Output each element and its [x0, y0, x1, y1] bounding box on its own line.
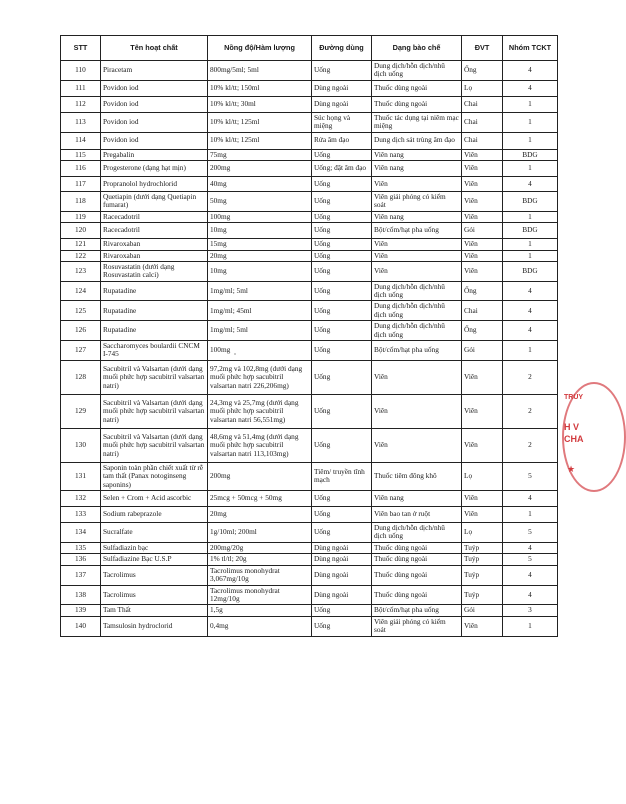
cell-unit: Gói [462, 341, 503, 361]
cell-unit: Chai [462, 96, 503, 112]
cell-form: Thuốc dùng ngoài [372, 96, 462, 112]
table-row [61, 239, 558, 250]
header-strength: Nồng độ/Hàm lượng [208, 36, 312, 61]
cell-form: Thuốc dùng ngoài [372, 542, 462, 553]
cell-strength: 40mg [208, 176, 312, 191]
cell-stt: 131 [61, 462, 101, 490]
cell-route: Uống [312, 149, 372, 160]
cell-name: Tacrolimus [101, 585, 208, 605]
cell-group: 4 [503, 176, 558, 191]
cell-unit: Viên [462, 490, 503, 506]
cell-unit: Viên [462, 428, 503, 462]
cell-strength: 10% kl/tt; 125ml [208, 132, 312, 149]
cell-route: Uống [312, 522, 372, 542]
cell-strength: 1mg/ml; 5ml [208, 321, 312, 341]
cell-form: Dung dịch/hỗn dịch/nhũ dịch uống [372, 321, 462, 341]
cell-stt: 118 [61, 191, 101, 211]
table-row [61, 554, 558, 565]
cell-group: 1 [503, 616, 558, 636]
cell-stt: 112 [61, 96, 101, 112]
cell-route: Rửa âm đạo [312, 132, 372, 149]
stamp-star-icon: ★ [567, 464, 576, 474]
cell-strength: 48,6mg và 51,4mg (dưới dạng muối phức hợp sacubitril valsartan natri 113,103mg) [208, 428, 312, 462]
cell-strength: 200mg/20g [208, 542, 312, 553]
cell-route: Uống [312, 321, 372, 341]
cell-unit: Viên [462, 211, 503, 222]
cell-route: Uống [312, 360, 372, 394]
cell-strength: 20mg [208, 506, 312, 522]
cell-unit: Tuýp [462, 585, 503, 605]
cell-group: 4 [503, 542, 558, 553]
cell-route: Uống [312, 250, 372, 261]
cell-strength: 1mg/ml; 5ml [208, 281, 312, 301]
cell-group: 2 [503, 360, 558, 394]
cell-route: Dùng ngoài [312, 80, 372, 96]
cell-route: Dùng ngoài [312, 542, 372, 553]
table-row [61, 250, 558, 261]
cell-stt: 111 [61, 80, 101, 96]
cell-form: Bột/cốm/hạt pha uống [372, 341, 462, 361]
table-row [61, 605, 558, 616]
cell-unit: Viên [462, 506, 503, 522]
cell-strength: 200mg [208, 160, 312, 176]
cell-group: 2 [503, 428, 558, 462]
cell-strength: 1,5g [208, 605, 312, 616]
table-row [61, 394, 558, 428]
cell-stt: 125 [61, 301, 101, 321]
cell-form: Thuốc dùng ngoài [372, 565, 462, 585]
table-row [61, 176, 558, 191]
cell-form: Dung dịch sát trùng âm đạo [372, 132, 462, 149]
red-seal-stamp [558, 382, 588, 492]
cell-stt: 140 [61, 616, 101, 636]
cell-stt: 119 [61, 211, 101, 222]
cell-name: Saponin toàn phần chiết xuất từ rễ tam thất (Panax notoginseng saponins) [101, 462, 208, 490]
cell-form: Viên nang [372, 160, 462, 176]
cell-route: Uống; đặt âm đạo [312, 160, 372, 176]
cell-route: Dùng ngoài [312, 96, 372, 112]
cell-route: Dùng ngoài [312, 554, 372, 565]
cell-stt: 127 [61, 341, 101, 361]
cell-name: Povidon iod [101, 112, 208, 132]
cell-route: Uống [312, 341, 372, 361]
cell-group: 5 [503, 462, 558, 490]
cell-group: BDG [503, 223, 558, 239]
cell-name: Rosuvastatin (dưới dạng Rosuvastatin calci) [101, 261, 208, 281]
cell-form: Viên [372, 176, 462, 191]
table-row [61, 321, 558, 341]
cell-form: Thuốc dùng ngoài [372, 80, 462, 96]
table-header [61, 36, 558, 61]
cell-unit: Viên [462, 160, 503, 176]
cell-name: Sulfadiazine Bạc U.S.P [101, 554, 208, 565]
cell-stt: 126 [61, 321, 101, 341]
cell-group: 4 [503, 490, 558, 506]
cell-strength: 20mg [208, 250, 312, 261]
cell-stt: 121 [61, 239, 101, 250]
cell-stt: 113 [61, 112, 101, 132]
cell-route: Uống [312, 605, 372, 616]
table-row [61, 565, 558, 585]
cell-unit: Viên [462, 239, 503, 250]
cell-stt: 123 [61, 261, 101, 281]
drug-list-table [60, 35, 558, 637]
cell-unit: Tuýp [462, 554, 503, 565]
cell-name: Tamsulosin hydroclorid [101, 616, 208, 636]
cell-name: Sodium rabeprazole [101, 506, 208, 522]
cell-unit: Viên [462, 176, 503, 191]
cell-name: Sacubitril và Valsartan (dưới dạng muối phức hợp sacubitril valsartan natri) [101, 360, 208, 394]
cell-route: Súc họng và miệng [312, 112, 372, 132]
cell-route: Tiêm/ truyền tĩnh mạch [312, 462, 372, 490]
table-row [61, 149, 558, 160]
cell-unit: Viên [462, 149, 503, 160]
cell-route: Uống [312, 490, 372, 506]
cell-form: Dung dịch/hỗn dịch/nhũ dịch uống [372, 281, 462, 301]
cell-name: Rupatadine [101, 321, 208, 341]
stamp-text-3: CHA [564, 434, 584, 444]
cell-group: 4 [503, 565, 558, 585]
cell-form: Thuốc dùng ngoài [372, 585, 462, 605]
cell-unit: Viên [462, 394, 503, 428]
cell-form: Viên giải phóng có kiểm soát [372, 616, 462, 636]
cell-stt: 137 [61, 565, 101, 585]
cell-group: 1 [503, 250, 558, 261]
cell-name: Tacrolimus [101, 565, 208, 585]
scan-speck [234, 353, 236, 355]
table-row [61, 261, 558, 281]
cell-route: Uống [312, 239, 372, 250]
cell-strength: 97,2mg và 102,8mg (dưới dạng muối phức hợp sacubitril valsartan natri 226,206mg) [208, 360, 312, 394]
cell-form: Viên bao tan ở ruột [372, 506, 462, 522]
cell-route: Uống [312, 176, 372, 191]
cell-form: Thuốc tiêm đông khô [372, 462, 462, 490]
cell-name: Pregabalin [101, 149, 208, 160]
cell-route: Uống [312, 61, 372, 81]
cell-form: Viên [372, 360, 462, 394]
table-row [61, 301, 558, 321]
cell-name: Racecadotril [101, 223, 208, 239]
header-row [61, 36, 558, 61]
table-row [61, 360, 558, 394]
header-route: Đường dùng [312, 36, 372, 61]
cell-stt: 139 [61, 605, 101, 616]
table-row [61, 542, 558, 553]
table-row [61, 341, 558, 361]
table-row [61, 223, 558, 239]
cell-name: Sacubitril và Valsartan (dưới dạng muối phức hợp sacubitril valsartan natri) [101, 394, 208, 428]
table-row [61, 462, 558, 490]
cell-name: Propranolol hydrochlorid [101, 176, 208, 191]
cell-name: Saccharomyces boulardii CNCM I-745 [101, 341, 208, 361]
cell-name: Rivaroxaban [101, 239, 208, 250]
cell-unit: Ống [462, 321, 503, 341]
cell-route: Uống [312, 394, 372, 428]
cell-strength: Tacrolimus monohydrat 12mg/10g [208, 585, 312, 605]
cell-name: Piracetam [101, 61, 208, 81]
cell-unit: Viên [462, 261, 503, 281]
cell-stt: 115 [61, 149, 101, 160]
cell-stt: 128 [61, 360, 101, 394]
cell-unit: Chai [462, 301, 503, 321]
cell-unit: Tuýp [462, 542, 503, 553]
cell-group: BDG [503, 149, 558, 160]
table-row [61, 522, 558, 542]
cell-strength: 0,4mg [208, 616, 312, 636]
cell-name: Quetiapin (dưới dạng Quetiapin fumarat) [101, 191, 208, 211]
cell-form: Viên giải phóng có kiểm soát [372, 191, 462, 211]
cell-stt: 134 [61, 522, 101, 542]
table-row [61, 61, 558, 81]
table-row [61, 96, 558, 112]
cell-unit: Lọ [462, 80, 503, 96]
cell-stt: 136 [61, 554, 101, 565]
cell-route: Uống [312, 616, 372, 636]
cell-stt: 114 [61, 132, 101, 149]
table-row [61, 191, 558, 211]
cell-group: 4 [503, 301, 558, 321]
table-body [61, 61, 558, 637]
cell-group: 3 [503, 605, 558, 616]
cell-strength: Tacrolimus monohydrat 3,067mg/10g [208, 565, 312, 585]
cell-strength: 100mg [208, 341, 312, 361]
cell-group: 5 [503, 522, 558, 542]
cell-form: Viên [372, 250, 462, 261]
cell-form: Viên nang [372, 211, 462, 222]
cell-strength: 10% kl/tt; 30ml [208, 96, 312, 112]
table-row [61, 160, 558, 176]
table-row [61, 281, 558, 301]
cell-name: Racecadotril [101, 211, 208, 222]
cell-group: 1 [503, 160, 558, 176]
cell-unit: Gói [462, 223, 503, 239]
cell-group: 1 [503, 112, 558, 132]
cell-group: 2 [503, 394, 558, 428]
cell-stt: 117 [61, 176, 101, 191]
cell-strength: 24,3mg và 25,7mg (dưới dạng muối phức hợp sacubitril valsartan natri 56,551mg) [208, 394, 312, 428]
cell-name: Povidon iod [101, 80, 208, 96]
cell-name: Progesterone (dạng hạt mịn) [101, 160, 208, 176]
cell-route: Uống [312, 211, 372, 222]
table-row [61, 211, 558, 222]
cell-strength: 10% kl/tt; 125ml [208, 112, 312, 132]
cell-stt: 129 [61, 394, 101, 428]
cell-stt: 135 [61, 542, 101, 553]
cell-stt: 130 [61, 428, 101, 462]
cell-group: BDG [503, 191, 558, 211]
cell-group: 1 [503, 132, 558, 149]
cell-form: Thuốc dùng ngoài [372, 554, 462, 565]
cell-stt: 124 [61, 281, 101, 301]
header-stt: STT [61, 36, 101, 61]
cell-name: Povidon iod [101, 132, 208, 149]
cell-form: Dung dịch/hỗn dịch/nhũ dịch uống [372, 301, 462, 321]
cell-strength: 800mg/5ml; 5ml [208, 61, 312, 81]
cell-unit: Lọ [462, 462, 503, 490]
cell-group: 4 [503, 61, 558, 81]
cell-form: Viên nang [372, 490, 462, 506]
cell-route: Uống [312, 261, 372, 281]
cell-stt: 132 [61, 490, 101, 506]
cell-stt: 120 [61, 223, 101, 239]
cell-group: BDG [503, 261, 558, 281]
cell-form: Viên nang [372, 149, 462, 160]
cell-name: Rupatadine [101, 281, 208, 301]
cell-unit: Chai [462, 132, 503, 149]
table-row [61, 132, 558, 149]
cell-group: 4 [503, 80, 558, 96]
cell-name: Sucralfate [101, 522, 208, 542]
cell-unit: Viên [462, 191, 503, 211]
cell-stt: 116 [61, 160, 101, 176]
cell-form: Bột/cốm/hạt pha uống [372, 605, 462, 616]
cell-route: Uống [312, 301, 372, 321]
cell-unit: Tuýp [462, 565, 503, 585]
header-form: Dạng bào chế [372, 36, 462, 61]
table-row [61, 112, 558, 132]
header-name: Tên hoạt chất [101, 36, 208, 61]
cell-form: Dung dịch/hỗn dịch/nhũ dịch uống [372, 522, 462, 542]
cell-route: Dùng ngoài [312, 565, 372, 585]
cell-strength: 25mcg + 50mcg + 50mg [208, 490, 312, 506]
cell-group: 4 [503, 281, 558, 301]
header-unit: ĐVT [462, 36, 503, 61]
cell-unit: Chai [462, 112, 503, 132]
cell-name: Selen + Crom + Acid ascorbic [101, 490, 208, 506]
cell-route: Uống [312, 428, 372, 462]
cell-group: 1 [503, 239, 558, 250]
cell-form: Viên [372, 428, 462, 462]
cell-group: 4 [503, 321, 558, 341]
cell-form: Dung dịch/hỗn dịch/nhũ dịch uống [372, 61, 462, 81]
table-row [61, 428, 558, 462]
cell-unit: Ống [462, 281, 503, 301]
cell-unit: Viên [462, 616, 503, 636]
cell-strength: 15mg [208, 239, 312, 250]
cell-group: 4 [503, 585, 558, 605]
cell-stt: 110 [61, 61, 101, 81]
cell-strength: 1mg/ml; 45ml [208, 301, 312, 321]
cell-name: Sulfadiazin bạc [101, 542, 208, 553]
cell-strength: 50mg [208, 191, 312, 211]
table-row [61, 490, 558, 506]
cell-name: Sacubitril và Valsartan (dưới dạng muối phức hợp sacubitril valsartan natri) [101, 428, 208, 462]
cell-strength: 75mg [208, 149, 312, 160]
cell-route: Uống [312, 506, 372, 522]
table-row [61, 80, 558, 96]
cell-route: Dùng ngoài [312, 585, 372, 605]
cell-group: 1 [503, 341, 558, 361]
cell-form: Viên [372, 261, 462, 281]
cell-strength: 200mg [208, 462, 312, 490]
table-row [61, 585, 558, 605]
cell-unit: Viên [462, 250, 503, 261]
cell-strength: 100mg [208, 211, 312, 222]
cell-strength: 1g/10ml; 200ml [208, 522, 312, 542]
stamp-text-1: TRUY [564, 394, 584, 401]
cell-unit: Ống [462, 61, 503, 81]
cell-stt: 133 [61, 506, 101, 522]
cell-name: Rupatadine [101, 301, 208, 321]
cell-unit: Viên [462, 360, 503, 394]
cell-name: Rivaroxaban [101, 250, 208, 261]
cell-stt: 138 [61, 585, 101, 605]
cell-name: Povidon iod [101, 96, 208, 112]
stamp-text-2: H V [564, 422, 580, 432]
cell-form: Bột/cốm/hạt pha uống [372, 223, 462, 239]
table-row [61, 506, 558, 522]
cell-group: 1 [503, 506, 558, 522]
cell-form: Thuốc tác dụng tại niêm mạc miệng [372, 112, 462, 132]
cell-route: Uống [312, 223, 372, 239]
cell-group: 1 [503, 96, 558, 112]
cell-group: 5 [503, 554, 558, 565]
cell-route: Uống [312, 191, 372, 211]
cell-unit: Gói [462, 605, 503, 616]
cell-unit: Lọ [462, 522, 503, 542]
cell-form: Viên [372, 239, 462, 250]
table-row [61, 616, 558, 636]
cell-name: Tam Thất [101, 605, 208, 616]
cell-strength: 10% kl/tt; 150ml [208, 80, 312, 96]
cell-strength: 10mg [208, 223, 312, 239]
cell-strength: 1% tl/tl; 20g [208, 554, 312, 565]
cell-strength: 10mg [208, 261, 312, 281]
cell-group: 1 [503, 211, 558, 222]
header-group: Nhóm TCKT [503, 36, 558, 61]
cell-route: Uống [312, 281, 372, 301]
cell-form: Viên [372, 394, 462, 428]
cell-stt: 122 [61, 250, 101, 261]
